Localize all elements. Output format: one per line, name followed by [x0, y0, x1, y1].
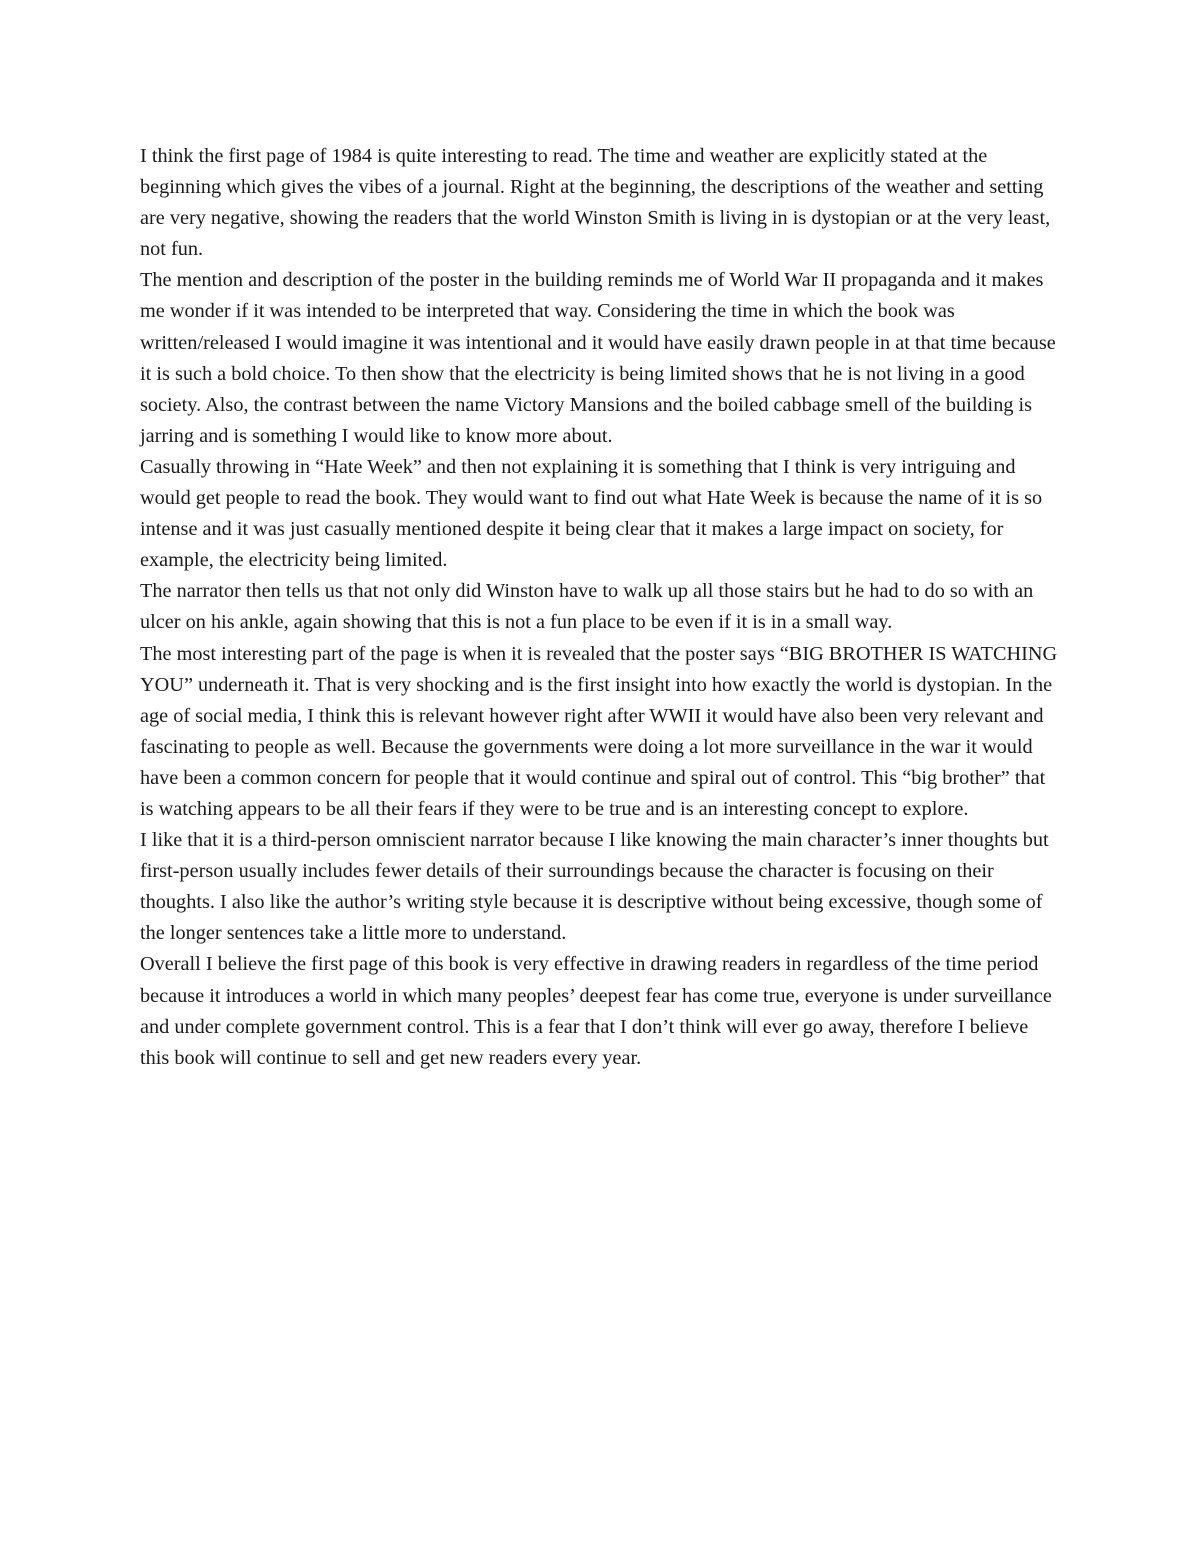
paragraph-poster: The mention and description of the poster in the building reminds me of World War II propaganda and it makes me wonder if it was intended to be interpreted that way. Considering the time in which the book was written/released I would imagine it was intentional and it would have easily drawn people in at that time because it is such a bold choice. To then show that the electricity is being limited shows that he is not living in a good society. Also, the contrast between the name Victory Mansions and the boiled cabbage smell of the building is jarring and is something I would like to know more about. [140, 269, 1056, 447]
paragraph-big-brother: The most interesting part of the page is when it is revealed that the poster says “BIG BROTHER IS WATCHING YOU” underneath it. That is very shocking and is the first insight into how exactly the world is dystopian. In the age of social media, I think this is relevant however right after WWII it would have also been very relevant and fascinating to people as well. Because the governments were doing a lot more surveillance in the war it would have been a common concern for people that it would continue and spiral out of control. This “big brother” that is watching appears to be all their fears if they were to be true and is an interesting concept to explore. [140, 642, 1058, 820]
paragraph-stairs: The narrator then tells us that not only did Winston have to walk up all those stairs but he had to do so with an ulcer on his ankle, again showing that this is not a fun place to be even if it is in a small way. [140, 580, 1034, 634]
document-body [140, 141, 1062, 1074]
paragraph-intro: I think the first page of 1984 is quite interesting to read. The time and weather are explicitly stated at the beginning which gives the vibes of a journal. Right at the beginning, the descriptions of the weather and setting are very negative, showing the readers that the world Winston Smith is living in is dystopian or at the very least, not fun. [140, 145, 1051, 261]
paragraph-conclusion: Overall I believe the first page of this book is very effective in drawing readers in regardless of the time period because it introduces a world in which many peoples’ deepest fear has come true, everyone is under surveillance and under complete government control. This is a fear that I don’t think will ever go away, therefore I believe this book will continue to sell and get new readers every year. [140, 953, 1052, 1069]
paragraph-hate-week: Casually throwing in “Hate Week” and then not explaining it is something that I think is very intriguing and would get people to read the book. They would want to find out what Hate Week is because the name of it is so intense and it was just casually mentioned despite it being clear that it makes a large impact on society, for example, the electricity being limited. [140, 455, 1043, 572]
paragraph-narrator: I like that it is a third-person omniscient narrator because I like knowing the main character’s inner thoughts but first-person usually includes fewer details of their surroundings because the character is focusing on their thoughts. I also like the author’s writing style because it is descriptive without being excessive, though some of the longer sentences take a little more to understand. [140, 829, 1049, 945]
